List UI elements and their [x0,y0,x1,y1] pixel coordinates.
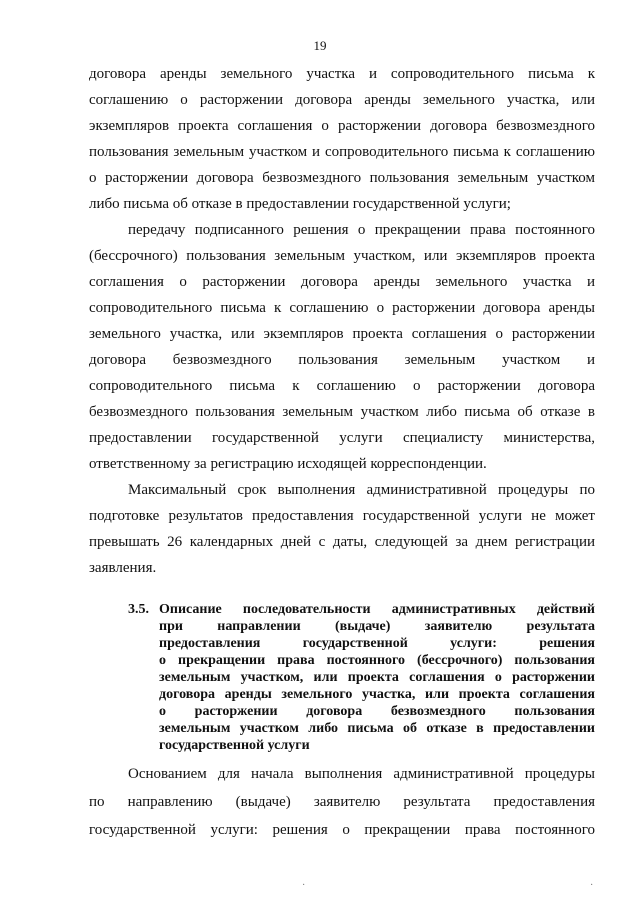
section-heading-line: земельным участком, или проекта соглашения о расторжении [159,670,595,685]
para2-line: передачу подписанного решения о прекращении права постоянного [128,222,595,238]
para2-line: соглашения о расторжении договора аренды земельного участка и [89,274,595,290]
section-heading-line: договора аренды земельного участка, или проекта соглашения [159,687,595,702]
para2-line: (бессрочного) пользования земельным участком, или экземпляров проекта [89,248,595,264]
para2-line: сопроводительного письма к соглашению о расторжении договора аренды [89,300,595,316]
scan-speck: · [302,880,306,891]
section-heading-line: о прекращении права постоянного (бессрочного) пользования [159,653,595,668]
section-heading-line: предоставления государственной услуги: решения [159,636,595,651]
section-heading-line: земельным участком либо письма об отказе в предоставлении [159,721,595,736]
para2-line: сопроводительного письма к соглашению о расторжении договора [89,378,595,394]
section-heading-line: о расторжении договора безвозмездного пользования [159,704,595,719]
para4-line: Основанием для начала выполнения административной процедуры [128,766,595,782]
para1-line: пользования земельным участком и сопроводительного письма к соглашению [89,144,595,160]
para2-line: безвозмездного пользования земельным участком либо письма об отказе в [89,404,595,420]
para1-line: о расторжении договора безвозмездного пользования земельным участком [89,170,595,186]
para1-line: договора аренды земельного участка и сопроводительного письма к [89,66,595,82]
para2-line: предоставлении государственной услуги специалисту министерства, [89,430,595,446]
section-heading-line: Описание последовательности административных действий [159,602,595,617]
para1-line: экземпляров проекта соглашения о расторжении договора безвозмездного [89,118,595,134]
para1-line: либо письма об отказе в предоставлении государственной услуги; [89,196,511,212]
page-number: 19 [313,38,327,53]
para2-line: земельного участка, или экземпляров проекта соглашения о расторжении [89,326,595,342]
para2-line: ответственному за регистрацию исходящей корреспонденции. [89,456,487,472]
section-heading-line: государственной услуги [159,738,310,753]
para4-line: государственной услуги: решения о прекращении права постоянного [89,822,595,838]
section-number: 3.5. [128,602,149,617]
para3-line: Максимальный срок выполнения административной процедуры по [128,482,595,498]
para3-line: подготовке результатов предоставления государственной услуги не может [89,508,595,524]
para4-line: по направлению (выдаче) заявителю результата предоставления [89,794,595,810]
section-heading-line: при направлении (выдаче) заявителю результата [159,619,595,634]
para3-line: заявления. [89,560,157,576]
para1-line: соглашению о расторжении договора аренды земельного участка, или [89,92,595,108]
para2-line: договора безвозмездного пользования земельным участком и [89,352,595,368]
scan-speck: · [590,880,594,891]
para3-line: превышать 26 календарных дней с даты, следующей за днем регистрации [89,534,595,550]
